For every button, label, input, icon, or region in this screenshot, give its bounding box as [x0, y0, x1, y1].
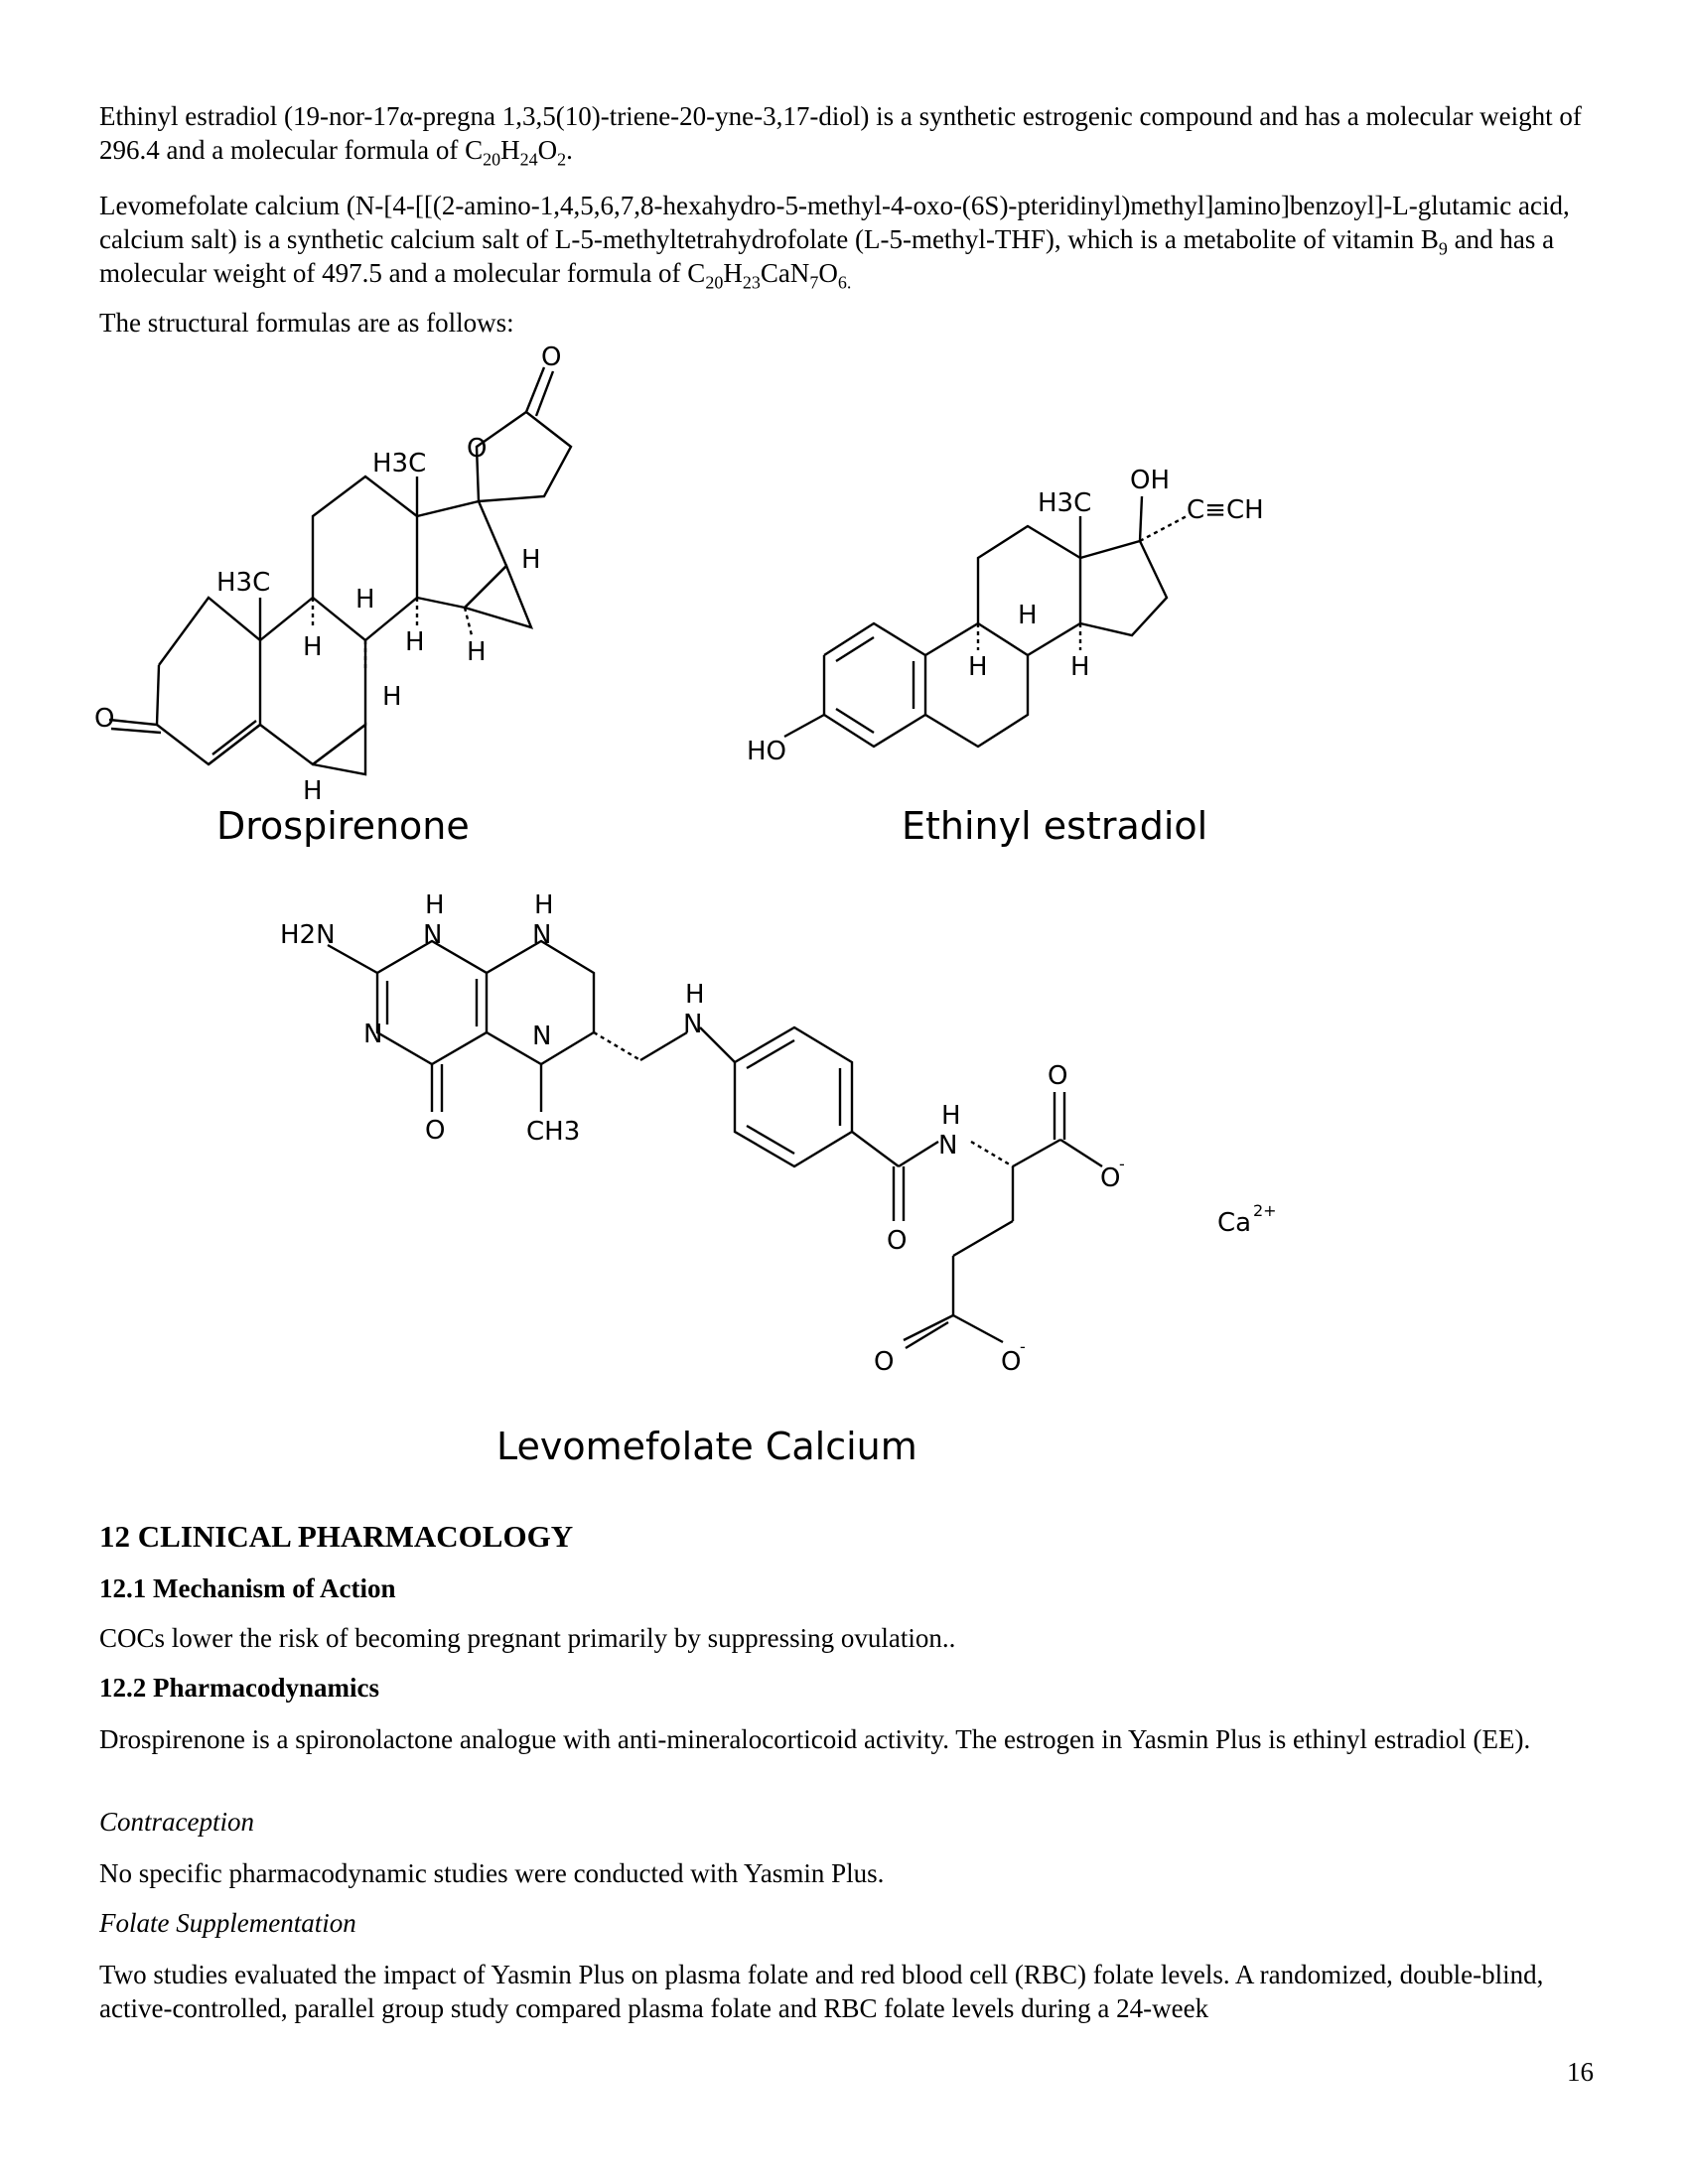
svg-text:-: - — [1119, 1155, 1125, 1173]
svg-text:H: H — [534, 890, 554, 920]
levomefolate-description: Levomefolate calcium (N-[4-[[(2-amino-1,4,5,6,7,8-hexahydro-5-methyl-4-oxo-(6S)-pteridinyl)methyl]amino]benzoyl]-L-glutamic acid, calcium salt) is a synthetic calcium salt of L-5-methyltetrahydrofolate (L-5-methyl-THF), which is a metabolite of vitamin $B_9$ and has a molecular weight of 497.5 and a molecular formula of $C_{20}H_{23}CaN_7O_{6.}$ — [99, 191, 1570, 293]
svg-text:C≡CH: C≡CH — [1187, 495, 1264, 525]
ethinyl-estradiol-description: Ethinyl estradiol (19-nor-17α-pregna 1,3,5(10)-triene-20-yne-3,17-diol) is a synthetic estrogenic compound and has a molecular weight of 296.4 and a molecular formula of $C_{20}H_{24}O_2$. — [99, 101, 1582, 170]
structural-formulas-figure — [0, 338, 1688, 1499]
mechanism-of-action-text: COCs lower the risk of becoming pregnant primarily by suppressing ovulation.. — [99, 1623, 956, 1653]
svg-text:O: O — [874, 1347, 895, 1377]
svg-text:H: H — [382, 682, 402, 712]
contraception-heading: Contraception — [99, 1807, 254, 1837]
folate-supplementation-text: Two studies evaluated the impact of Yasmin Plus on plasma folate and red blood cell (RBC) folate levels. A randomized, double-blind, active-controlled, parallel group study compared plasma folate and RBC folate levels during a 24-week — [99, 1960, 1544, 2023]
svg-text:N: N — [423, 920, 443, 950]
svg-text:O: O — [425, 1116, 446, 1146]
svg-text:H: H — [467, 637, 487, 667]
ethinyl-estradiol-structure — [747, 466, 1264, 766]
svg-text:H3C: H3C — [1038, 488, 1092, 518]
svg-text:H: H — [303, 632, 323, 662]
levomefolate-caption: Levomefolate Calcium — [496, 1425, 917, 1468]
svg-text:O: O — [1001, 1347, 1022, 1377]
svg-text:H: H — [405, 627, 425, 657]
svg-text:H3C: H3C — [216, 568, 271, 598]
svg-text:H3C: H3C — [372, 449, 427, 478]
section-12-heading: 12 CLINICAL PHARMACOLOGY — [99, 1519, 574, 1554]
svg-text:2+: 2+ — [1253, 1201, 1277, 1220]
ethinyl-estradiol-caption: Ethinyl estradiol — [902, 804, 1208, 848]
svg-text:O: O — [1048, 1061, 1068, 1091]
folate-supplementation-heading: Folate Supplementation — [99, 1908, 356, 1938]
svg-text:H: H — [685, 980, 705, 1010]
svg-text:H: H — [941, 1101, 961, 1131]
contraception-text: No specific pharmacodynamic studies were conducted with Yasmin Plus. — [99, 1858, 885, 1888]
svg-text:N: N — [363, 1020, 383, 1049]
svg-text:H: H — [303, 776, 323, 806]
svg-text:O: O — [887, 1226, 908, 1256]
svg-text:N: N — [532, 920, 552, 950]
svg-text:N: N — [683, 1010, 703, 1039]
drospirenone-caption: Drospirenone — [216, 804, 470, 848]
svg-text:H: H — [425, 890, 445, 920]
svg-text:H: H — [355, 585, 375, 614]
section-12-2-heading: 12.2 Pharmacodynamics — [99, 1673, 379, 1703]
levomefolate-structure — [280, 890, 1277, 1377]
svg-text:H: H — [968, 652, 988, 682]
svg-text:H: H — [1070, 652, 1090, 682]
svg-text:N: N — [938, 1131, 958, 1160]
svg-text:HO: HO — [747, 737, 787, 766]
svg-text:Ca: Ca — [1217, 1208, 1252, 1238]
svg-text:N: N — [532, 1022, 552, 1051]
svg-text:O: O — [541, 342, 562, 372]
svg-text:O: O — [1100, 1163, 1121, 1193]
svg-text:CH3: CH3 — [526, 1117, 581, 1147]
section-12-1-heading: 12.1 Mechanism of Action — [99, 1573, 396, 1603]
svg-text:O: O — [467, 434, 488, 464]
drospirenone-structure — [94, 342, 571, 806]
svg-text:H2N: H2N — [280, 920, 336, 950]
page-number: 16 — [1567, 2057, 1594, 2087]
svg-text:H: H — [521, 545, 541, 575]
svg-text:H: H — [1018, 601, 1038, 630]
svg-text:O: O — [94, 704, 115, 734]
svg-text:-: - — [1020, 1337, 1026, 1356]
chemical-structures-drawing — [0, 338, 1688, 1499]
svg-text:OH: OH — [1130, 466, 1171, 495]
structural-formulas-intro: The structural formulas are as follows: — [99, 308, 514, 338]
pharmacodynamics-text: Drospirenone is a spironolactone analogue with anti-mineralocorticoid activity. The estrogen in Yasmin Plus is ethinyl estradiol (EE). — [99, 1724, 1531, 1754]
